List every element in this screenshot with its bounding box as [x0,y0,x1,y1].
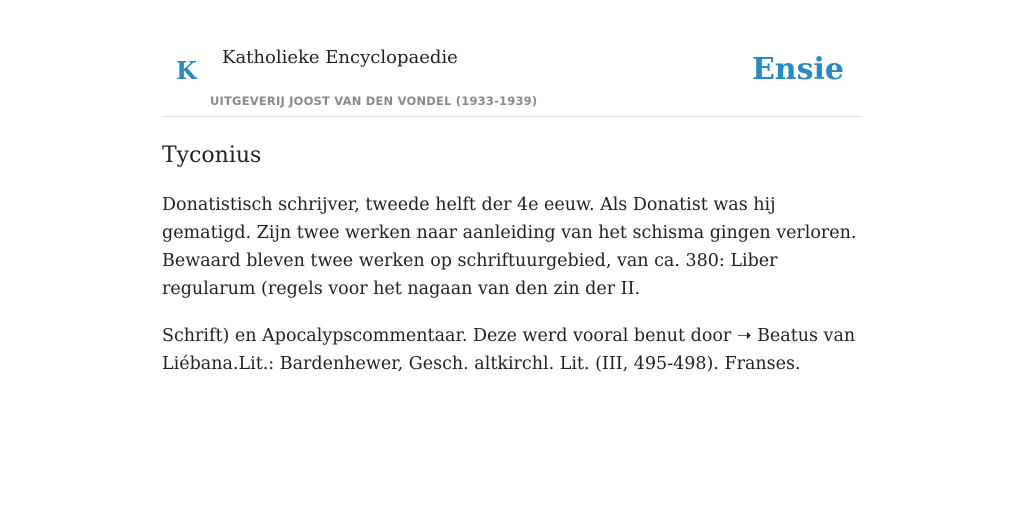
ensie-brand-link[interactable]: Ensie [751,52,844,87]
paragraph-text: Schrift) en Apocalypscommentaar. Deze werd vooral benut door [162,326,737,346]
cross-reference-link[interactable]: Beatus van Liébana [162,326,856,374]
entry-paragraph [162,191,862,303]
paragraph-text: Donatistisch schrijver, tweede helft der 4e eeuw. Als Donatist was hij gematigd. Zijn twee werken naar aanleiding van het schisma gingen verloren. Bewaard bleven twee werken op schriftuurgebied, van ca. 380: Liber regularum (regels voor het nagaan van den zin der II. [162,195,857,299]
entry-paragraph [162,322,862,378]
site-title[interactable]: Katholieke Encyclopaedie [222,47,458,68]
page-container [162,0,862,378]
paragraph-text: .Lit.: Bardenhewer, Gesch. altkirchl. Lit. (III, 495-498). Franses. [232,354,801,374]
entry-title: Tyconius [162,143,262,168]
arrow-right-icon: ➝ [736,326,752,346]
site-header [162,0,862,117]
logo-k-icon[interactable]: K [176,56,197,85]
publisher-subtitle: UITGEVERIJ JOOST VAN DEN VONDEL (1933-1939) [210,94,538,108]
